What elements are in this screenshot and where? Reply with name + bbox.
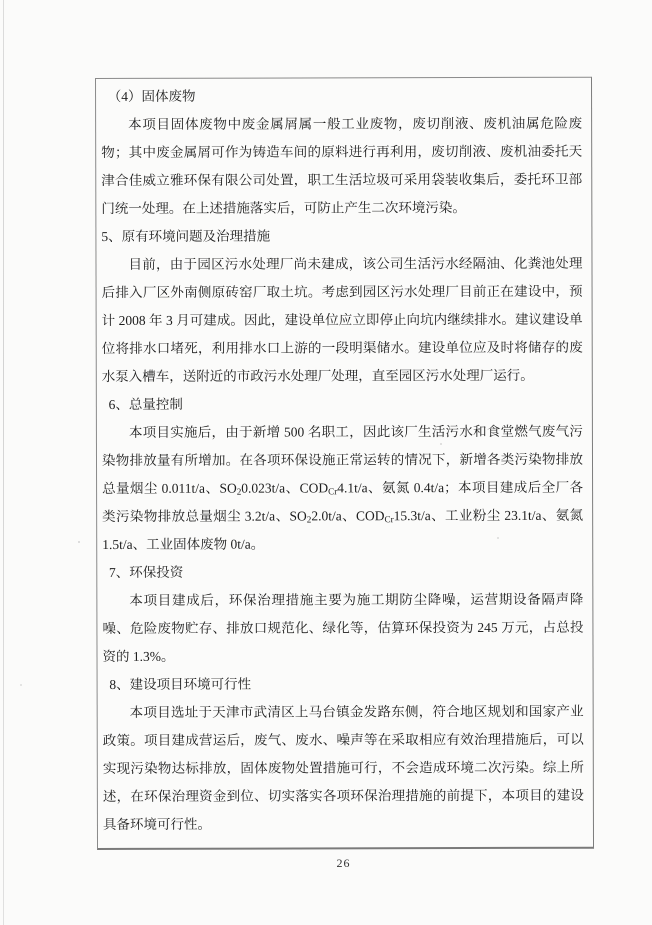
section-5-existing-environment-issues (101, 222, 582, 391)
section-heading: 6、总量控制 (108, 396, 183, 412)
section-heading: 7、环保投资 (109, 564, 184, 580)
scan-speck (440, 443, 442, 445)
section-paragraph: 目前，由于园区污水处理厂尚未建成，该公司生活污水经隔油、化粪池处理后排入厂区外南侧原砖窑厂取土坑。考虑到园区污水处理厂目前正在建设中，预计 2008 年 3 月可建成。因此，建设单位应立即停止向坑内继续排水。建议建设单位将排水口堵死，利用排水口上游的一段明渠储水。建设单位应及时将储存的废水泵入槽车，送附近的市政污水处理厂处理，直至园区污水处理厂运行。 (101, 255, 583, 384)
section-6-total-amount-control (102, 390, 583, 559)
section-heading: 5、原有环境问题及治理措施 (101, 228, 271, 244)
scan-speck (78, 541, 80, 543)
section-paragraph: 本项目固体废物中废金属屑属一般工业废物，废切削液、废机油属危险废物；其中废金属屑可作为铸造车间的原料进行再利用，废切削液、废机油委托天津合佳威立雅环保有限公司处置，职工生活垃圾可采用袋装收集后，委托环卫部门统一处理。在上述措施落实后，可防止产生二次环境污染。 (101, 115, 583, 216)
section-4-solid-waste (101, 82, 582, 223)
section-heading: 8、建设项目环境可行性 (109, 676, 252, 692)
document-frame (95, 77, 594, 850)
section-7-environmental-investment (102, 558, 583, 671)
page-number: 26 (336, 856, 351, 870)
section-8-project-environmental-feasibility (103, 670, 584, 839)
section-heading: （4）固体废物 (107, 88, 196, 104)
section-paragraph: 本项目选址于天津市武清区上马台镇金发路东侧，符合地区规划和国家产业政策。项目建成营运后，废气、废水、噪声等在采取相应有效治理措施后，可以实现污染物达标排放，固体废物处置措施可行，不会造成环境二次污染。综上所述，在环保治理资金到位、切实落实各项环保治理措施的前提下，本项目的建设具备环境可行性。 (102, 703, 584, 832)
scan-artifact-line (3, 0, 4, 925)
document-content (96, 78, 593, 839)
scan-speck (497, 537, 499, 539)
scan-speck (20, 684, 22, 686)
section-paragraph: 本项目建成后，环保治理措施主要为施工期防尘降噪，运营期设备隔声降噪、危险废物贮存、排放口规范化、绿化等，估算环保投资为 245 万元，占总投资的 1.3%。 (102, 591, 584, 664)
section-paragraph: 本项目实施后，由于新增 500 名职工，因此该厂生活污水和食堂燃气废气污染物排放量有所增加。在各项环保设施正常运转的情况下，新增各类污染物排放总量烟尘 0.011t/a、$SO_20.023t/a$、$COD_{Cr}4.1t/a$、氨氮 0.4t/a；本项目建成后全厂各类污染物排放总量烟尘 3.2t/a、$SO_22.0t/a$、$COD_{Cr}15.3t/a$、工业粉尘 23.1t/a、氨氮 1.5t/a、工业固体废物 0t/a。 (101, 423, 584, 552)
